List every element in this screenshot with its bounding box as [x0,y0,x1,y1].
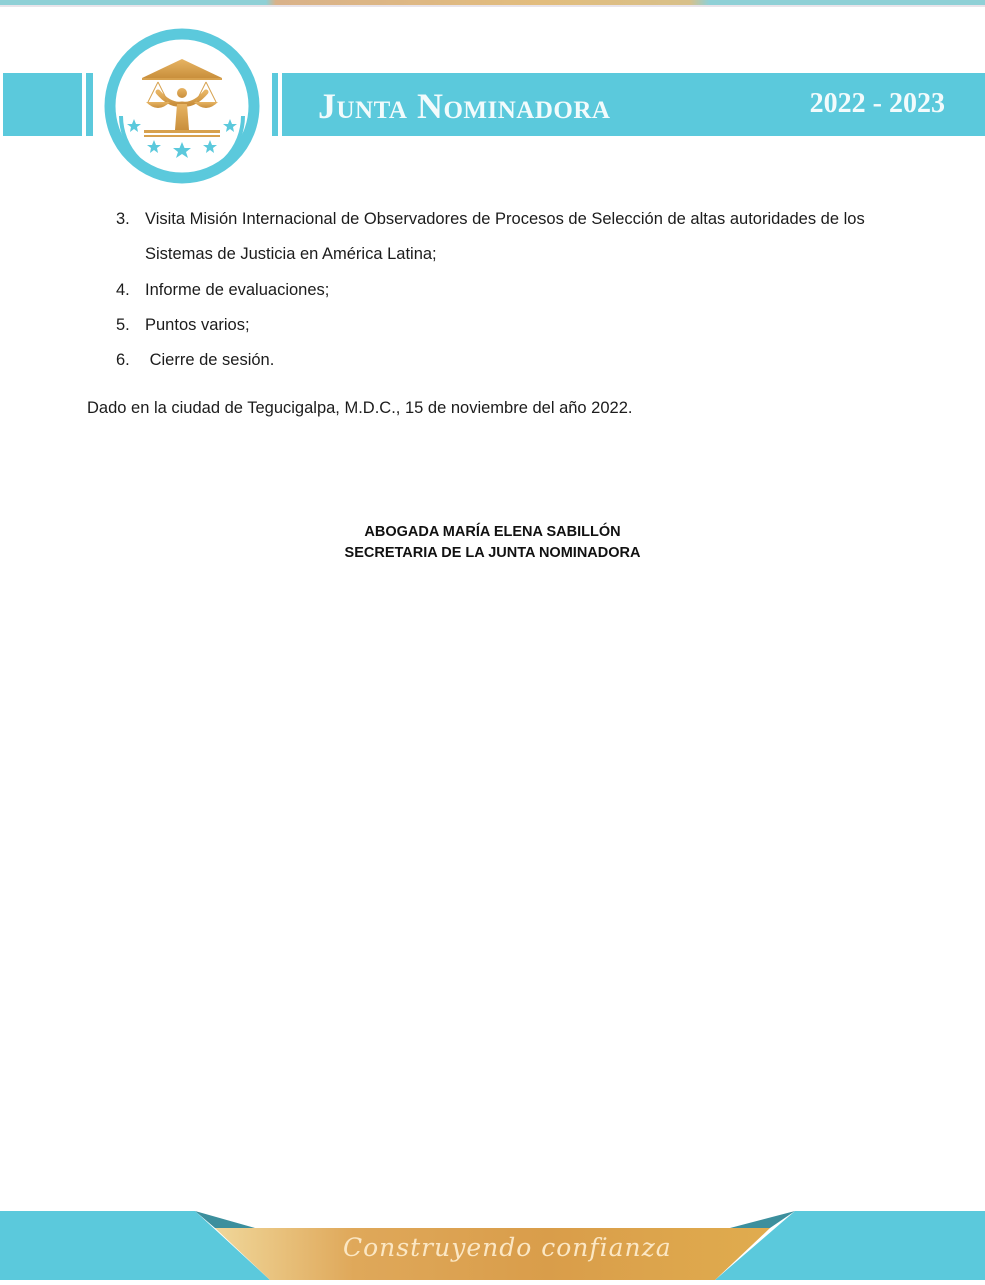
signatory-role: SECRETARIA DE LA JUNTA NOMINADORA [344,545,641,561]
agenda-item-text: Informe de evaluaciones; [145,281,330,299]
closing-statement: Dado en la ciudad de Tegucigalpa, M.D.C., 15 de noviembre del año 2022. [87,399,633,417]
signatory-name: ABOGADA MARÍA ELENA SABILLÓN [364,524,621,540]
header-title: Junta Nominadora [318,86,611,126]
footer-slogan: Construyendo confianza [343,1233,672,1262]
header-years: 2022 - 2023 [809,88,945,119]
agenda-item-text: Puntos varios; [145,316,250,334]
agenda-item-text: Cierre de sesión. [145,351,275,369]
header-banner [282,73,985,136]
header-banner-left-bar [86,73,93,136]
header-banner-right-bar [272,73,278,136]
junta-logo [98,26,266,188]
agenda-item-number: 3. [116,210,130,228]
agenda-item-number: 4. [116,281,130,299]
top-strip-shadow [0,5,985,7]
agenda-item-text: Visita Misión Internacional de Observadores de Procesos de Selección de altas autoridades de los [145,210,865,228]
agenda-item-number: 5. [116,316,130,334]
header-banner-left-block [3,73,82,136]
agenda-item-number: 6. [116,351,130,369]
scales-of-justice-icon [98,26,266,188]
agenda-item-text: Sistemas de Justicia en América Latina; [145,245,437,263]
